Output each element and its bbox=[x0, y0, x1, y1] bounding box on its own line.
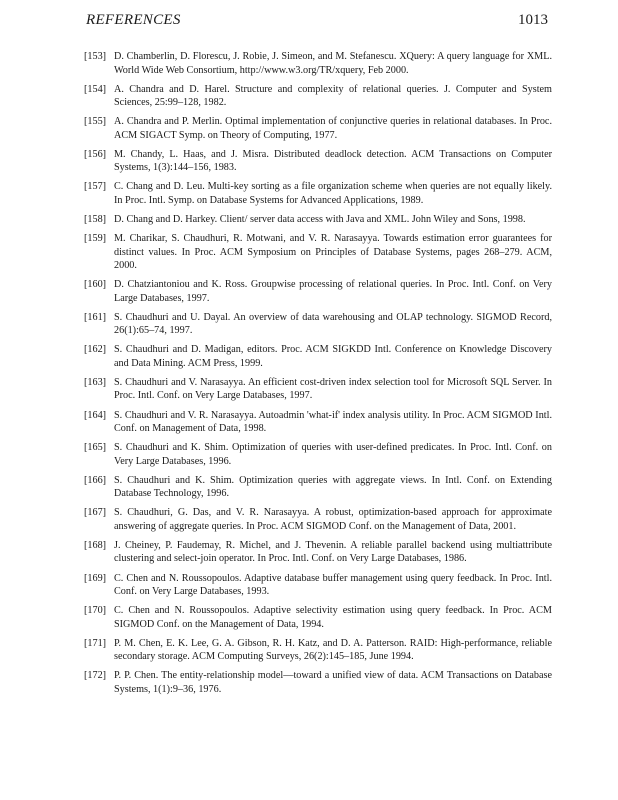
reference-item bbox=[84, 311, 552, 338]
reference-item bbox=[84, 539, 552, 566]
reference-item bbox=[84, 115, 552, 142]
reference-text: J. Cheiney, P. Faudemay, R. Michel, and J. Thevenin. A reliable parallel backend using multiattribute clustering and select-join operator. In Proc. Intl. Conf. on Very Large Databases, 1986. bbox=[114, 539, 552, 565]
reference-text: S. Chaudhuri and K. Shim. Optimization of queries with user-defined predicates. In Proc. Intl. Conf. on Very Large Databases, 1996. bbox=[114, 442, 552, 467]
reference-number: [172] bbox=[84, 670, 107, 682]
reference-number: [157] bbox=[84, 181, 107, 193]
reference-item bbox=[84, 343, 552, 370]
reference-item bbox=[84, 180, 552, 207]
reference-item bbox=[84, 232, 552, 273]
reference-list bbox=[84, 50, 552, 702]
reference-number: [169] bbox=[84, 572, 107, 584]
running-head-title: REFERENCES bbox=[86, 12, 181, 28]
reference-number: [164] bbox=[84, 409, 107, 421]
reference-item bbox=[84, 83, 552, 110]
reference-number: [163] bbox=[84, 376, 107, 388]
reference-item bbox=[84, 474, 552, 501]
reference-text: P. P. Chen. The entity-relationship model—toward a unified view of data. ACM Transactions on Database Systems, 1(1):9–36, 1976. bbox=[114, 670, 552, 695]
reference-number: [170] bbox=[84, 605, 107, 617]
reference-item bbox=[84, 669, 552, 696]
reference-number: [162] bbox=[84, 344, 107, 356]
reference-number: [171] bbox=[84, 637, 107, 649]
reference-item bbox=[84, 604, 552, 631]
reference-text: M. Chandy, L. Haas, and J. Misra. Distributed deadlock detection. ACM Transactions on Computer Systems, 1(3):144–156, 1983. bbox=[114, 148, 552, 174]
reference-text: M. Charikar, S. Chaudhuri, R. Motwani, and V. R. Narasayya. Towards estimation error guarantees for distinct values. In Proc. ACM Symposium on Principles of Database Systems, pages 268–279. ACM, 2000. bbox=[114, 233, 552, 272]
reference-text: D. Chamberlin, D. Florescu, J. Robie, J. Simeon, and M. Stefanescu. XQuery: A query language for XML. World Wide Web Consortium, http://www.w3.org/TR/xquery, Feb 2000. bbox=[114, 51, 552, 76]
reference-number: [155] bbox=[84, 116, 107, 128]
reference-number: [153] bbox=[84, 51, 107, 62]
reference-text: S. Chaudhuri, G. Das, and V. R. Narasayya. A robust, optimization-based approach for approximate answering of aggregate queries. In Proc. ACM SIGMOD Conf. on the Management of Data, 2001. bbox=[114, 507, 552, 532]
reference-text: C. Chen and N. Roussopoulos. Adaptive database buffer management using query feedback. In Proc. Intl. Conf. on Very Large Databases, 1993. bbox=[114, 572, 552, 597]
reference-item bbox=[84, 637, 552, 664]
reference-number: [167] bbox=[84, 507, 107, 519]
reference-number: [159] bbox=[84, 233, 107, 245]
reference-item bbox=[84, 50, 552, 77]
reference-text: A. Chandra and P. Merlin. Optimal implementation of conjunctive queries in relational databases. In Proc. ACM SIGACT Symp. on Theory of Computing, 1977. bbox=[114, 116, 552, 141]
reference-text: S. Chaudhuri and K. Shim. Optimization queries with aggregate views. In Intl. Conf. on Extending Database Technology, 1996. bbox=[114, 474, 552, 500]
reference-item bbox=[84, 376, 552, 403]
reference-text: S. Chaudhuri and V. Narasayya. An efficient cost-driven index selection tool for Microsoft SQL Server. In Proc. Intl. Conf. on Very Large Databases, 1997. bbox=[114, 376, 552, 402]
reference-text: C. Chen and N. Roussopoulos. Adaptive selectivity estimation using query feedback. In Proc. ACM SIGMOD Conf. on the Management of Data, 1994. bbox=[114, 605, 552, 630]
page-number: 1013 bbox=[518, 12, 548, 28]
reference-number: [161] bbox=[84, 311, 107, 323]
reference-number: [158] bbox=[84, 213, 107, 225]
reference-text: A. Chandra and D. Harel. Structure and complexity of relational queries. J. Computer and System Sciences, 25:99–128, 1982. bbox=[114, 83, 552, 109]
reference-item bbox=[84, 409, 552, 436]
reference-text: S. Chaudhuri and D. Madigan, editors. Proc. ACM SIGKDD Intl. Conference on Knowledge Discovery and Data Mining. ACM Press, 1999. bbox=[114, 344, 552, 369]
reference-number: [166] bbox=[84, 474, 107, 486]
reference-item bbox=[84, 278, 552, 305]
reference-number: [154] bbox=[84, 83, 107, 95]
reference-item bbox=[84, 213, 552, 227]
reference-item bbox=[84, 441, 552, 468]
reference-number: [165] bbox=[84, 442, 107, 454]
reference-number: [156] bbox=[84, 148, 107, 160]
reference-item bbox=[84, 572, 552, 599]
reference-number: [168] bbox=[84, 539, 107, 551]
reference-item bbox=[84, 506, 552, 533]
reference-number: [160] bbox=[84, 279, 107, 291]
reference-text: S. Chaudhuri and V. R. Narasayya. Autoadmin 'what-if' index analysis utility. In Proc. ACM SIGMOD Intl. Conf. on Management of Data, 1998. bbox=[114, 409, 552, 435]
reference-text: P. M. Chen, E. K. Lee, G. A. Gibson, R. H. Katz, and D. A. Patterson. RAID: High-performance, reliable secondary storage. ACM Computing Surveys, 26(2):145–185, June 1994. bbox=[114, 637, 552, 663]
reference-item bbox=[84, 148, 552, 175]
reference-text: C. Chang and D. Leu. Multi-key sorting as a file organization scheme when queries are not equally likely. In Proc. Intl. Symp. on Database Systems for Advanced Applications, 1989. bbox=[114, 181, 552, 206]
reference-text: D. Chang and D. Harkey. Client/ server data access with Java and XML. John Wiley and Sons, 1998. bbox=[114, 213, 526, 225]
reference-text: S. Chaudhuri and U. Dayal. An overview of data warehousing and OLAP technology. SIGMOD Record, 26(1):65–74, 1997. bbox=[114, 311, 552, 337]
reference-text: D. Chatziantoniou and K. Ross. Groupwise processing of relational queries. In Proc. Intl. Conf. on Very Large Databases, 1997. bbox=[114, 279, 552, 304]
